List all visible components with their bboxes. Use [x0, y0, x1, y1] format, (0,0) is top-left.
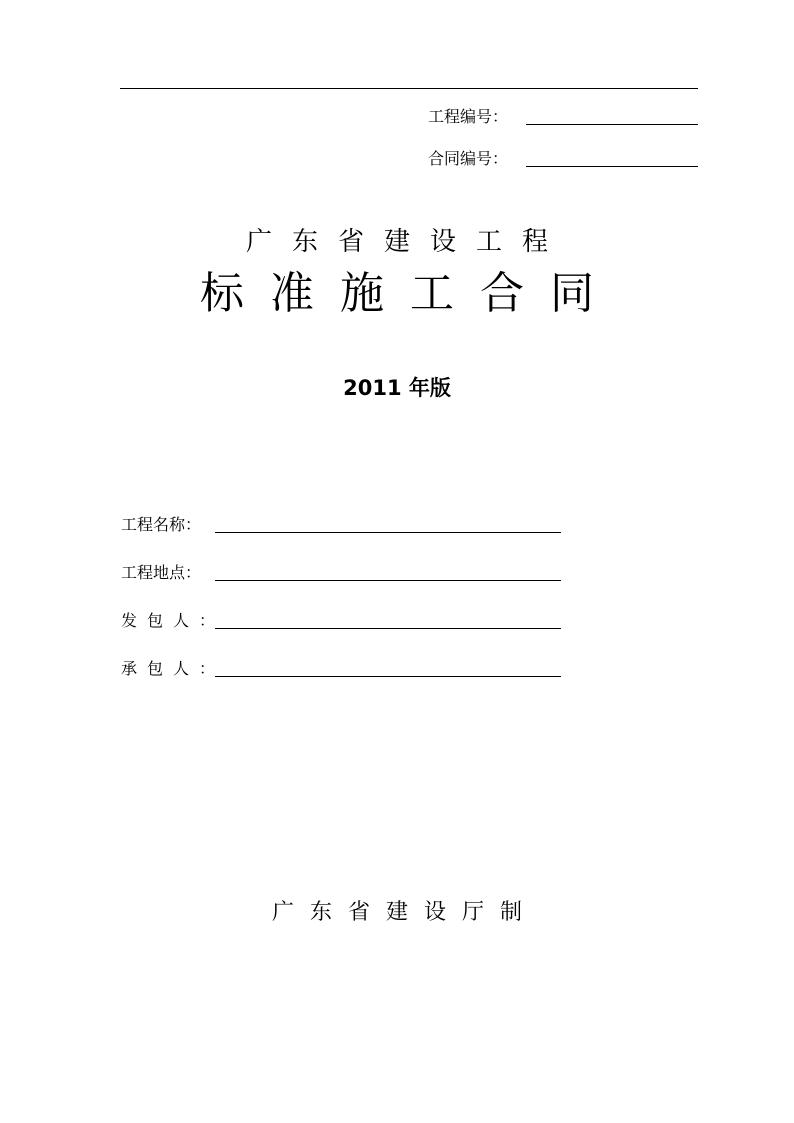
contractor-field[interactable] — [215, 675, 561, 677]
contractor-row — [121, 655, 561, 679]
project-number-field[interactable] — [526, 123, 698, 125]
employer-field[interactable] — [215, 627, 561, 629]
project-number-label: 工程编号： — [428, 107, 509, 126]
employer-row — [121, 607, 561, 631]
project-number-row — [428, 103, 698, 127]
project-location-row — [121, 559, 561, 583]
project-location-field[interactable] — [215, 579, 561, 581]
project-location-label: 工程地点： — [121, 563, 202, 582]
contract-number-label: 合同编号： — [428, 149, 509, 168]
edition-label: 2011 年版 — [343, 376, 451, 400]
contract-number-field[interactable] — [526, 165, 698, 167]
project-name-field[interactable] — [215, 531, 561, 533]
top-rule — [120, 88, 698, 89]
contract-number-row — [428, 145, 698, 169]
project-name-row — [121, 511, 561, 535]
employer-label: 发包人： — [121, 611, 226, 630]
project-name-label: 工程名称： — [121, 515, 202, 534]
document-title: 标准施工合同 — [200, 268, 620, 319]
document-subtitle: 广东省建设工程 — [245, 227, 568, 257]
contractor-label: 承包人： — [121, 659, 226, 678]
issuer-line: 广东省建设厅制 — [271, 900, 538, 925]
